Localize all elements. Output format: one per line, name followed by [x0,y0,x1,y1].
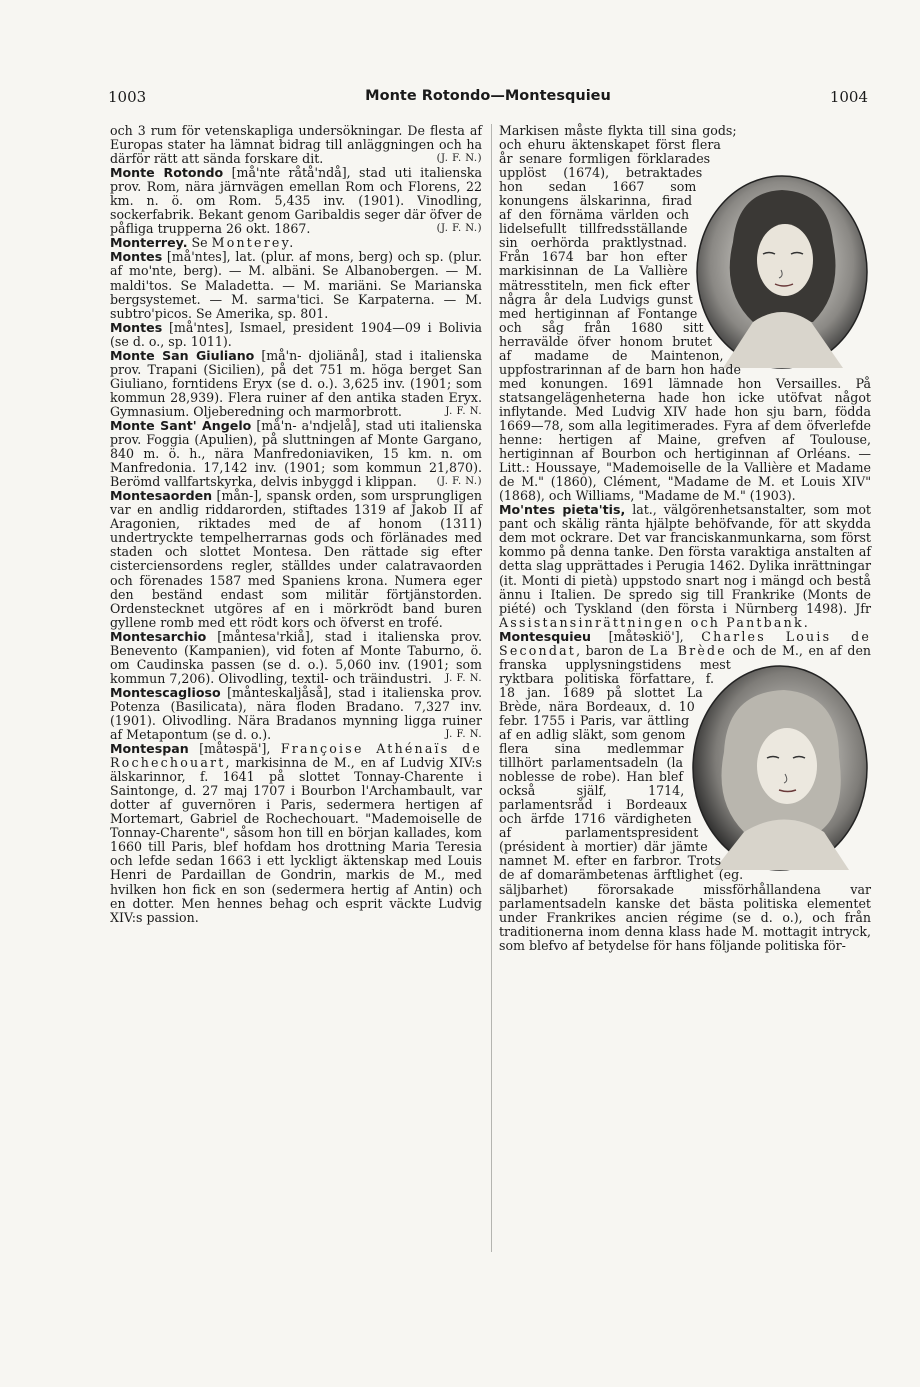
headword: Monte Sant' Angelo [110,417,252,433]
headword: Monterrey. [110,235,188,251]
entry-montesquieu: Montesquieu [måtəskiö'], Charles Louis de Secondat, baron de La Brède och de M., en af den franska upplysningstidens mest ryktbara politiska författare, f. 18 jan. 1689 på slottet La Brède, nära Bordeaux, d. 10 febr. 1755 i Paris, var ättling af en adlig släkt, som genom flera sina medlemmar tillhört parlamentsadeln (la noblesse de robe). Han blef också själf, 1714, parlamentsråd i Bordeaux och ärfde 1716 värdigheten af parlamentspresident (président à mortier) där jämte namnet M. efter en farbror. Trots de af domarämbetenas ärftlighet (eg. säljbarhet) förorsakade missförhållandena var parlamentsadeln kanske det bästa politiska elementet under Frankrikes ancien régime (se d. o.), och från traditionerna inom denna klass hade M. mottagit intryck, som blefvo af betydelse för hans följande politiska för- [499,628,872,953]
headword: Montespan [110,741,189,757]
person-name: Françoise Athénaïs de Rochechouart [110,741,482,771]
headword: Monte San Giuliano [110,347,255,363]
headword: Montesaorden [110,488,213,504]
entry-monte-san-giuliano: Monte San Giuliano [må'n- djoliänå], stad i italienska prov. Trapani (Sicilien), på det 751 m. höga berget San Giuliano, forntidens Eryx (se d. o.). 3,625 inv. (1901; som kommun 28,939). Flera ruiner af den antika staden Eryx. Gymnasium. Oljeberedning och marmorbrott. J. F. N. [110,347,483,419]
headword: Montescaglioso [110,684,221,700]
headword: Montesarchio [110,628,207,644]
headword: Montesquieu [499,628,592,644]
entry-montes-pietatis: Mo'ntes pieta'tis, lat., välgörenhetsanstalter, som mot pant och skälig ränta hjälpte behöfvande, för att skydda dem mot ockrare. Det var franciskanmunkarna, som först kommo på denna tanke. Den första varaktiga anstalten af detta slag upprättades i Perugia 1462. Dylika inrättningar (it. Monti di pietà) uppstodo snart nog i mängd och bestå ännu i Italien. De spredo sig till Frankrike (Monts de piété) och Tyskland (den första i Nürnberg 1498). Jfr Assistansinrättningen och Pantbank. [499,502,871,630]
headword: Montes [110,319,163,335]
right-column [499,124,871,953]
running-title: Monte Rotondo—Montesquieu [365,88,611,104]
entry-montespan-continued: Markisen måste flykta till sina gods; och ehuru äktenskapet först flera år senare formligen förklarades upplöst (1674), betraktades hon sedan 1667 som konungens älskarinna, firad af den förnäma världen och lidelsefullt tillfredsställande sin oerhörda praktlystnad. Från 1674 bar hon efter markisinnan de La Vallière mätresstiteln, men fick efter några år dela Ludvigs gunst med hertiginnan af Fontange och såg från 1680 sitt herraväldе öfver honom brutet af madame de Maintenon, uppfostrarinnan af de barn hon hade med konungen. 1691 lämnade hon Versailles. På statsangelägenheterna hade hon icke utöfvat något inflytande. Med Ludvig XIV hade hon sju barn, födda 1669—78, som alla legitimerades. Fyra af dem öfverlefde henne: hertigen af Maine, grefven af Toulouse, hertiginnan af Bourbon och hertiginnan af Orléans. — Litt.: Houssaye, "Mademoiselle de la Vallière et Madame de M." (1860), Clément, "Madame de M. et Louis XIV" (1868), och Williams, "Madame de M." (1903). [499,123,871,504]
entry-montescaglioso: Montescaglioso [månteskaljåså], stad i italienska prov. Potenza (Basilicata), nära floden Bradano. 7,327 inv. (1901). Olivodling. Nära Bradanos mynning ligga ruiner af Metapontum (se d. o.). J. F. N. [110,684,482,743]
headword: Monte Rotondo [110,165,224,181]
headword: Mo'ntes pieta'tis, [499,502,626,518]
entry-continuation: och 3 rum för vetenskapliga undersökningar. De flesta af Europas stater ha lämnat bidrag till anläggningen och ha därför rätt att sända forskare dit. (J. F. N.) [110,123,482,167]
person-name: Charles Louis de Secondat [499,628,871,658]
portrait-montesquieu-icon [689,662,871,874]
page-header [108,88,868,110]
entry-montesaorden: Montesaorden [mån-], spansk orden, som ursprungligen var en andlig riddarorden, stiftades 1319 af Jakob II af Aragonien, riktades med de af honom (1311) undertryckte tempelherrarnas gods och förlänades med staden och slottet Montesa. Den rättade sig efter cisterciensordens regler, ställdes under calatravaorden och förenades 1587 med Spaniens krona. Numera eger den beständ endast som militär förtjänstorden. Ordenstecknet utgöres af en i mörkrödt band buren gyllene romb med ett rödt kors och öfverst en trofé. [110,488,482,630]
page-number-left: 1003 [108,88,147,106]
entry-montesarchio: Montesarchio [måntesa'rkiå], stad i italienska prov. Benevento (Kampanien), vid foten af Monte Taburno, ö. om Caudinska passen (se d. o.). 5,060 inv. (1901; som kommun 7,206). Olivodling, textil- och träindustri. J. F. N. [110,628,482,686]
page-number-right: 1004 [829,88,868,106]
cross-reference: Monterey. [211,235,296,251]
entry-montes-lat: Montes [må'ntes], lat. (plur. af mons, berg) och sp. (plur. af mo'nte, berg). — M. albäni. Se Albanobergen. — M. maldi'tos. Se Maladetta. — M. mariäni. Se Marianska bergsystemet. — M. sarma'tici. Se Karpaterna. — M. subtro'picos. Se Amerika, sp. 801. [110,249,482,321]
entry-montes-ismael: Montes [må'ntes], Ismael, president 1904—09 i Bolivia (se d. o., sp. 1011). [110,319,482,349]
place-name: La Brède [649,642,727,658]
entry-monterrey: Monterrey. Se Monterey. [110,235,296,251]
cross-reference: Assistansinrättningen och Pantbank. [499,614,810,630]
entry-monte-sant-angelo: Monte Sant' Angelo [må'n- a'ndjelå], stad uti italienska prov. Foggia (Apulien), på sluttningen af Monte Gargano, 840 m. ö. h., nära Manfredoniaviken, 15 km. n. om Manfredonia. 17,142 inv. (1901; som kommun 21,870). Berömd vallfartskyrka, delvis inbyggd i klippan. (J. F. N.) [110,417,482,490]
entry-montespan: Montespan [måtəspä'], Françoise Athénaïs de Rochechouart, markisinna de M., en af Ludvig XIV:s älskarinnor, f. 1641 på slottet Tonnay-Charente i Saintonge, d. 27 maj 1707 i Bourbon l'Archambault, var dotter af guvernören i Paris, sedermera hertigen af Mortemart, Gabriel de Rochechouart. "Mademoiselle de Tonnay-Charente", såsom hon till en början kallades, kom 1660 till Paris, blef hofdam hos drottning Maria Teresia och lefde sedan 1663 i ett lyckligt äktenskap med Louis Henri de Pardaillan de Gondrin, markis de M., med hvilken hon fick en son (sedermera hertig af Antin) och en dotter. Men hennes behag och esprit väckte Ludvig XIV:s passion. [110,741,482,925]
portrait-montespan-icon [693,172,871,372]
headword: Montes [110,249,163,265]
left-column [110,124,482,925]
entry-monte-rotondo: Monte Rotondo [må'nte råtå'ndå], stad uti italienska prov. Rom, nära järnvägen emellan Rom och Florens, 22 km. n. ö. om Rom. 5,435 inv. (1901). Vinodling, sockerfabrik. Bekant genom Garibaldis seger där öfver de påfliga trupperna 26 okt. 1867. (J. F. N.) [110,165,482,237]
column-divider [491,124,492,1252]
